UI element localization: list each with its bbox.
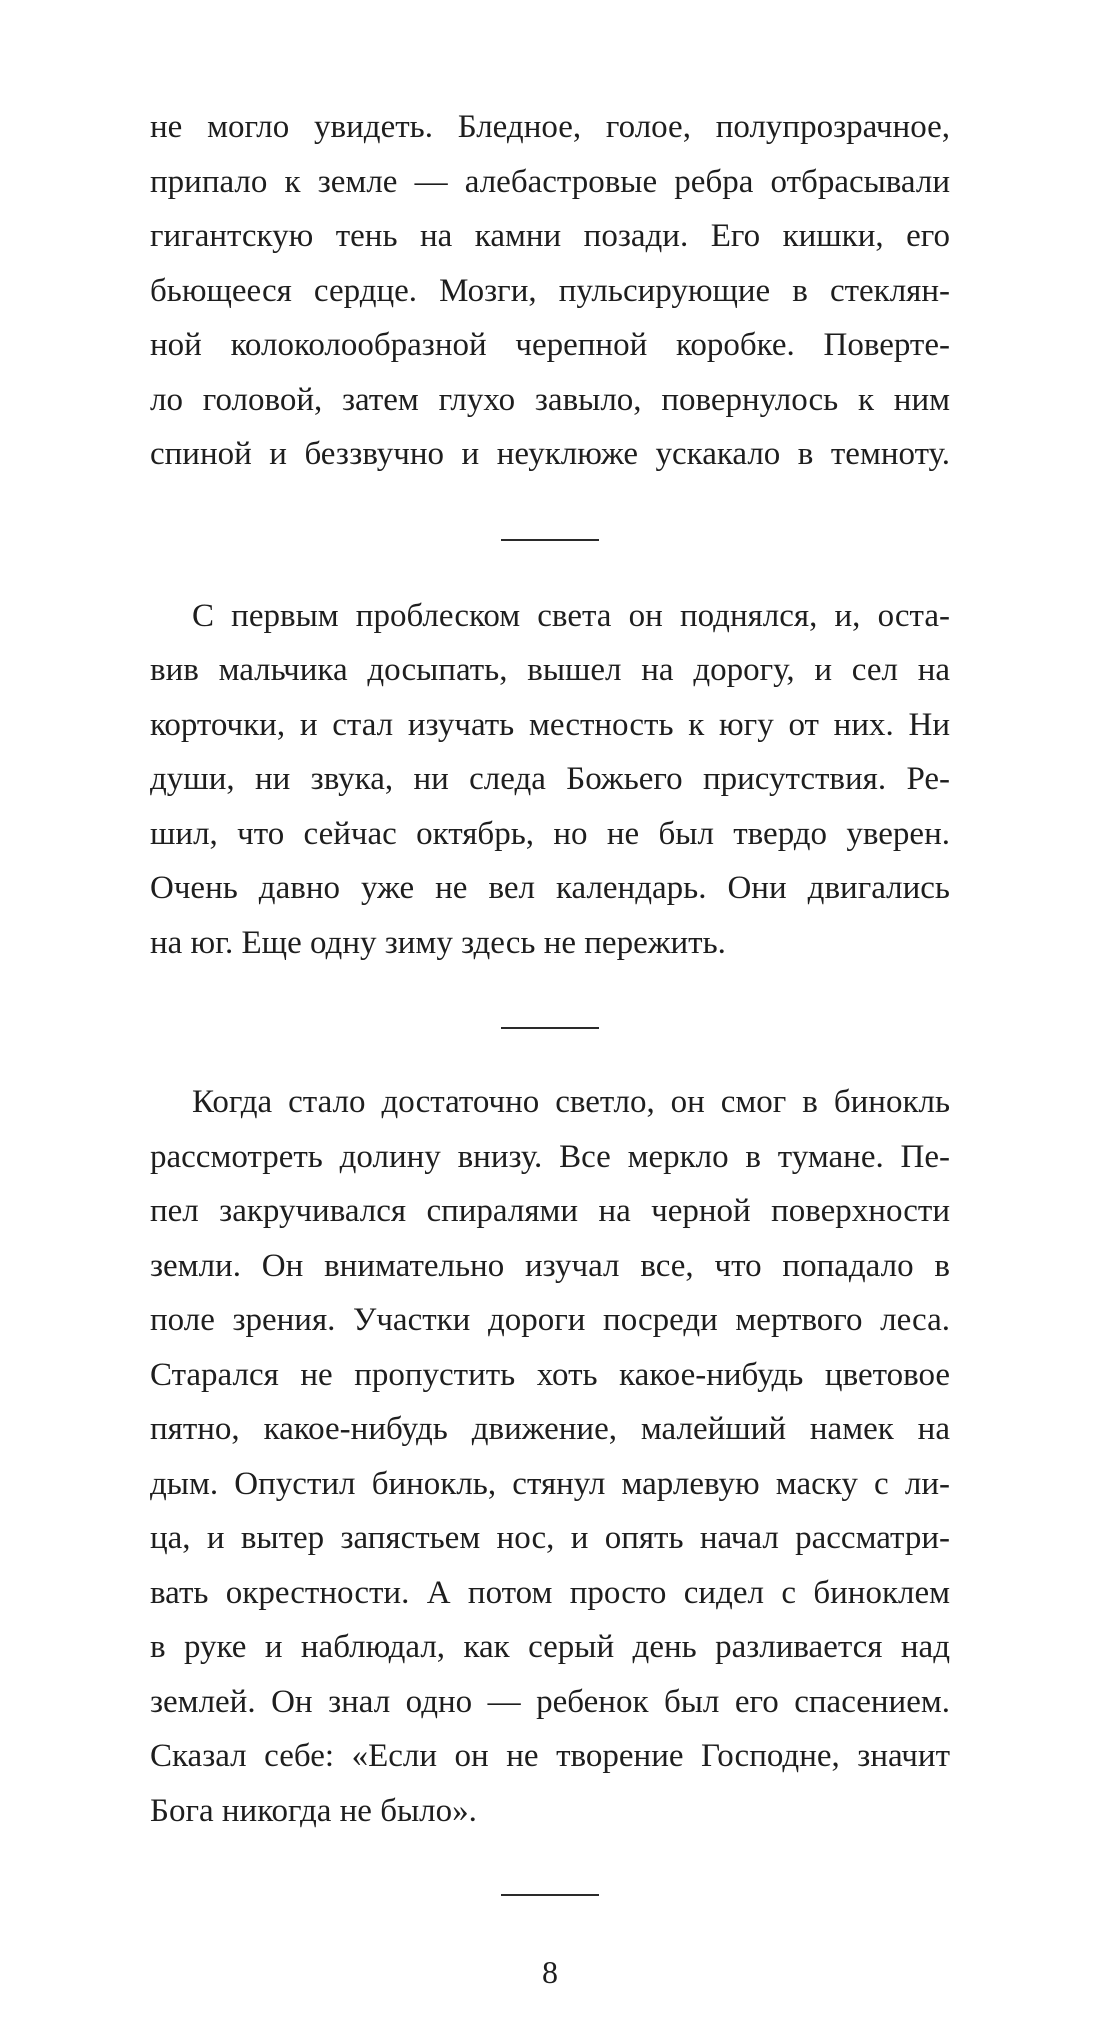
text-line: землей. Он знал одно — ребенок был его спасением. <box>150 1683 950 1720</box>
text-line: бьющееся сердце. Мозги, пульсирующие в стеклян- <box>150 272 950 309</box>
text-line: шил, что сейчас октябрь, но не был твердо уверен. <box>150 815 950 852</box>
text-line: спиной и беззвучно и неуклюже ускакало в темноту. <box>150 436 950 472</box>
text-line: не могло увидеть. Бледное, голое, полупрозрачное, <box>150 109 950 145</box>
section-separator <box>501 539 599 541</box>
text-line: Сказал себе: «Если он не творение Господне, значит <box>150 1738 950 1774</box>
section-separator <box>501 1027 599 1029</box>
text-line: пел закручивался спиралями на черной поверхности <box>150 1193 950 1229</box>
text-line: Очень давно уже не вел календарь. Они двигались <box>150 870 950 906</box>
page-number: 8 <box>542 1954 558 1990</box>
text-line: вив мальчика досыпать, вышел на дорогу, и сел на <box>150 652 950 688</box>
text-line: корточки, и стал изучать местность к югу от них. Ни <box>150 706 950 743</box>
text-line: ло головой, затем глухо завыло, повернулось к ним <box>150 381 950 418</box>
text-line: припало к земле — алебастровые ребра отбрасывали <box>150 163 950 200</box>
text-line: гигантскую тень на камни позади. Его кишки, его <box>150 218 950 254</box>
text-line: на юг. Еще одну зиму здесь не пережить. <box>150 924 726 961</box>
text-line: ца, и вытер запястьем нос, и опять начал рассматри- <box>150 1520 950 1556</box>
text-line: Старался не пропустить хоть какое-нибудь цветовое <box>150 1356 950 1393</box>
text-line: в руке и наблюдал, как серый день разливается над <box>150 1629 950 1665</box>
text-line: дым. Опустил бинокль, стянул марлевую маску с ли- <box>150 1465 950 1502</box>
text-line: поле зрения. Участки дороги посреди мертвого леса. <box>150 1302 950 1338</box>
text-line: рассмотреть долину внизу. Все меркло в тумане. Пе- <box>150 1138 950 1175</box>
paragraph-3 <box>150 1075 950 1838</box>
text-line: Бога никогда не было». <box>150 1792 477 1829</box>
text-line: земли. Он внимательно изучал все, что попадало в <box>150 1247 950 1284</box>
paragraph-1 <box>150 100 950 482</box>
paragraph-2 <box>150 589 950 971</box>
book-page <box>150 0 950 2032</box>
text-line: С первым проблеском света он поднялся, и, оста- <box>192 597 950 634</box>
section-separator <box>501 1894 599 1896</box>
text-line: души, ни звука, ни следа Божьего присутствия. Ре- <box>150 761 950 797</box>
text-line: вать окрестности. А потом просто сидел с биноклем <box>150 1574 950 1611</box>
text-line: ной колоколообразной черепной коробке. Поверте- <box>150 327 950 363</box>
text-line: пятно, какое-нибудь движение, малейший намек на <box>150 1411 950 1447</box>
text-line: Когда стало достаточно светло, он смог в бинокль <box>192 1084 950 1120</box>
